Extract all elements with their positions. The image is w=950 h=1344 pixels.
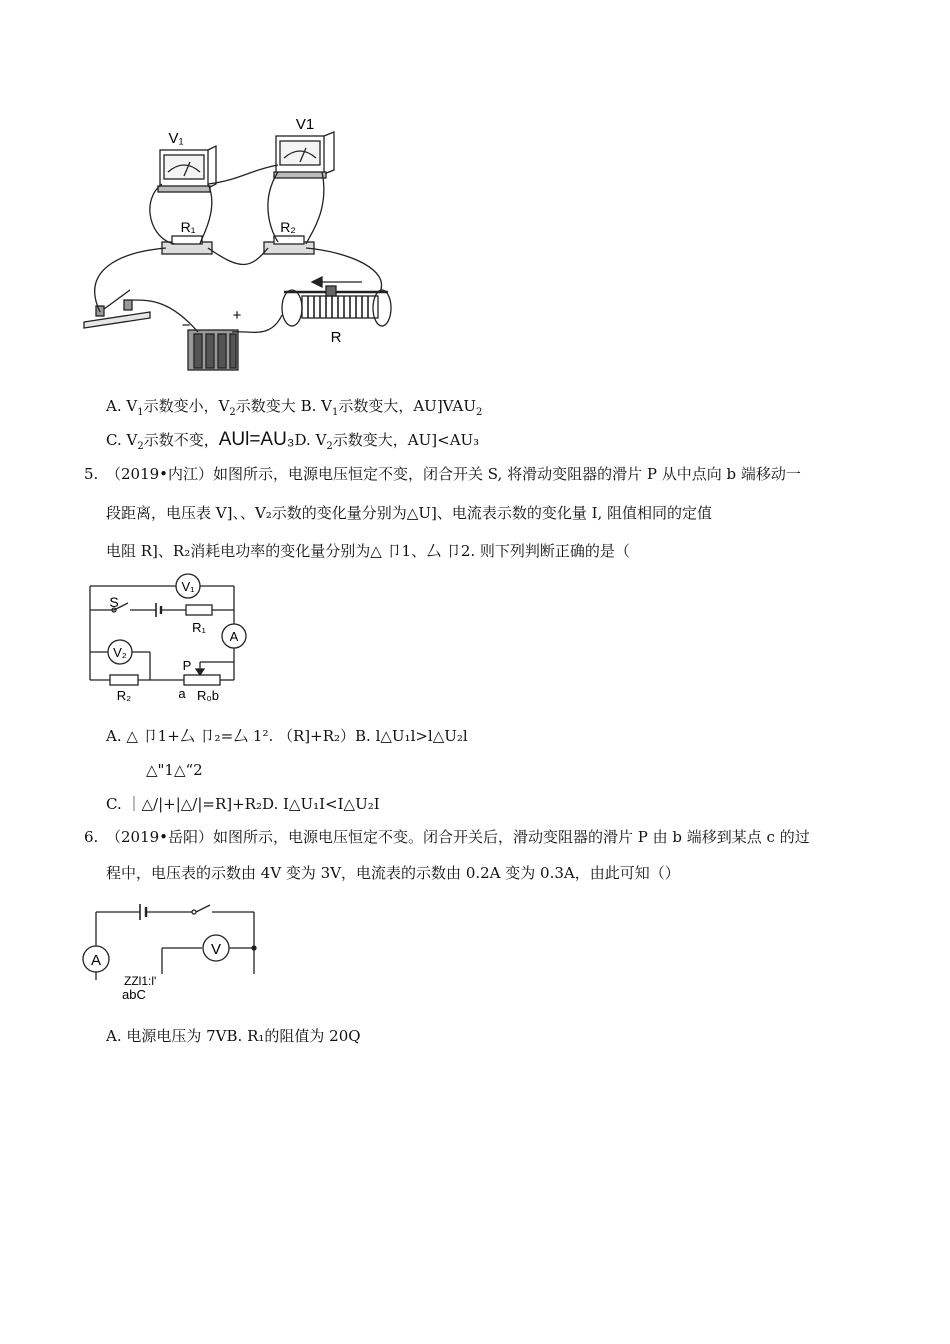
q5-r2-label: R₂ [116, 688, 132, 703]
q5-a-end-label: a [178, 686, 186, 701]
label-r2: R₂ [280, 219, 296, 235]
q5-ammeter-symbol: A [229, 629, 239, 644]
q5-switch-label: S [109, 594, 119, 610]
q5-option-ab: A. △ 卩1+厶 卩₂=厶 1². （R]+R₂）B. l△U₁l>l△U₂l [106, 727, 468, 745]
q4-option-cd: C. $V_2$示数不变，AUl=AU₃D. $V_2$示数变大，AU]<AU₃ [106, 429, 480, 452]
q5-stem-line1: （2019•内江）如图所示，电源电压恒定不变，闭合开关 S, 将滑动变阻器的滑片 P 从中点向 b 端移动一 [106, 465, 801, 483]
q5-option-fraction: △"1△“2 [146, 761, 203, 779]
q6-voltmeter-symbol: V [210, 941, 222, 958]
q5-number: 5. [84, 465, 99, 483]
circuit-figure-q6 [0, 900, 950, 1010]
q6-rheostat-label: ZZl1:l' [124, 974, 157, 988]
q4-option-ab: A. $V_1$示数变小，$V_2$示数变大 B. $V_1$示数变大，$AU]VAU_2$ [106, 397, 483, 418]
label-r: R [330, 329, 342, 346]
label-v1-right: V1 [295, 116, 315, 133]
circuit-figure-q5 [0, 570, 950, 703]
q6-stem-line1: （2019•岳阳）如图所示，电源电压恒定不变。闭合开关后，滑动变阻器的滑片 P 由 b 端移到某点 c 的过 [106, 828, 810, 846]
q6-number: 6. [84, 828, 99, 846]
q5-option-cd: C. ｜△/|+|△/|=R]+R₂D. I△U₁I<I△U₂I [106, 795, 380, 813]
q5-stem-line2: 段距离，电压表 V]、、V₂示数的变化量分别为△U]、电流表示数的变化量 I, 阻值相同的定值 [106, 504, 713, 522]
label-minus: − [181, 317, 191, 334]
q5-v1-symbol: V₁ [181, 579, 195, 594]
q6-ammeter-symbol: A [90, 952, 102, 969]
q6-abc-label: abC [122, 987, 146, 1002]
q5-stem-line3: 电阻 R]、R₂消耗电功率的变化量分别为△ 卩1、厶 卩2. 则下列判断正确的是（ [106, 542, 630, 560]
label-plus: + [232, 307, 242, 324]
circuit-figure-1 [0, 0, 950, 400]
q5-slider-label: P [182, 658, 192, 673]
label-v1-left: V₁ [168, 130, 184, 147]
q5-r0b-label: R₀b [196, 688, 220, 703]
q6-stem-line2: 程中，电压表的示数由 4V 变为 3V，电流表的示数由 0.2A 变为 0.3A，由此可知（） [106, 864, 680, 882]
q5-r1-label: R₁ [192, 620, 206, 635]
label-r1: R₁ [180, 219, 196, 235]
q5-v2-symbol: V₂ [113, 645, 127, 660]
q6-option-ab: A. 电源电压为 7VB. R₁的阻值为 20Q [106, 1027, 361, 1045]
